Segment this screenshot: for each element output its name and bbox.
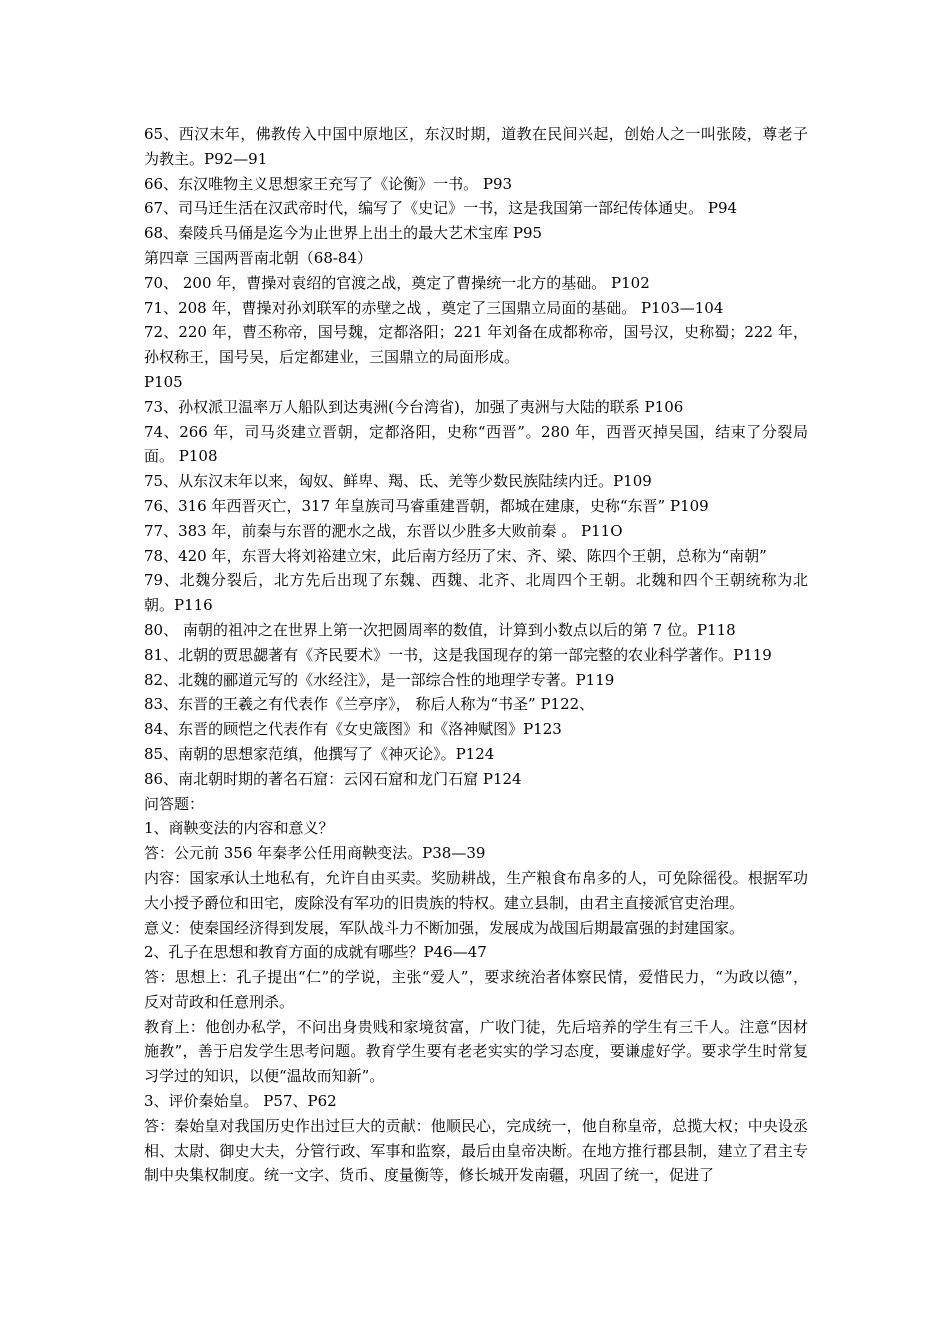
paragraph-71: 71、208 年，曹操对孙刘联军的赤壁之战 ，奠定了三国鼎立局面的基础。 P103—104 (144, 298, 724, 317)
document-page (144, 122, 808, 1188)
paragraph-72: 72、220 年，曹丕称帝，国号魏，定都洛阳；221 年刘备在成都称帝，国号汉，史称蜀；222 年，孙权称王，国号吴，后定都建业，三国鼎立的局面形成。 (144, 323, 808, 367)
paragraph-80: 80、 南朝的祖冲之在世界上第一次把圆周率的数值，计算到小数点以后的第 7 位。P118 (144, 620, 736, 639)
answer-2-education: 教育上：他创办私学，不问出身贵贱和家境贫富，广收门徒，先后培养的学生有三千人。注意“因材施教”，善于启发学生思考问题。教育学生要有老老实实的学习态度，要谦虚好学。要求学生时常复习学过的知识，以便“温故而知新”。 (144, 1017, 808, 1086)
answer-1-content: 内容：国家承认土地私有，允许自由买卖。奖励耕战，生产粮食布帛多的人，可免除徭役。根据军功大小授予爵位和田宅，废除没有军功的旧贵族的特权。建立县制，由君主直接派官吏治理。 (144, 868, 808, 912)
answer-1: 答：公元前 356 年秦孝公任用商鞅变法。P38—39 (144, 844, 486, 863)
answer-2-thought: 答：思想上：孔子提出“仁”的学说，主张“爱人”，要求统治者体察民情，爱惜民力，“为政以德”， 反对苛政和任意刑杀。 (144, 968, 808, 1011)
paragraph-65: 65、西汉末年，佛教传入中国中原地区，东汉时期，道教在民间兴起，创始人之一叫张陵，尊老子为教主。P92—91 (144, 125, 808, 168)
paragraph-81: 81、北朝的贾思勰著有《齐民要术》一书，这是我国现存的第一部完整的农业科学著作。P119 (144, 645, 772, 664)
paragraph-68: 68、秦陵兵马俑是迄今为止世界上出土的最大艺术宝库 P95 (144, 224, 543, 243)
paragraph-67: 67、司马迁生活在汉武帝时代，编写了《史记》一书，这是我国第一部纪传体通史。 P94 (144, 199, 738, 218)
qa-section-heading: 问答题： (144, 794, 205, 813)
paragraph-66: 66、东汉唯物主义思想家王充写了《论衡》一书。 P93 (144, 174, 513, 193)
paragraph-77: 77、383 年，前秦与东晋的淝水之战，东晋以少胜多大败前秦 。 P11O (144, 521, 623, 540)
paragraph-82: 82、北魏的郦道元写的《水经注》，是一部综合性的地理学专著。P119 (144, 670, 615, 689)
paragraph-78: 78、420 年，东晋大将刘裕建立宋，此后南方经历了宋、齐、梁、陈四个王朝，总称为“南朝” (144, 546, 767, 565)
answer-1-significance: 意义：使秦国经济得到发展，军队战斗力不断加强，发展成为战国后期最富强的封建国家。 (144, 918, 745, 937)
question-3: 3、评价秦始皇。 P57、P62 (144, 1092, 337, 1111)
paragraph-76: 76、316 年西晋灭亡，317 年皇族司马睿重建晋朝，都城在建康，史称“东晋” P109 (144, 496, 709, 515)
paragraph-85: 85、南朝的思想家范缜，他撰写了《神灭论》。P124 (144, 744, 495, 763)
paragraph-70: 70、 200 年，曹操对袁绍的官渡之战，奠定了曹操统一北方的基础。 P102 (144, 273, 650, 292)
paragraph-73: 73、孙权派卫温率万人船队到达夷洲(今台湾省)，加强了夷洲与大陆的联系 P106 (144, 397, 684, 416)
answer-3: 答：秦始皇对我国历史作出过巨大的贡献：他顺民心，完成统一，他自称皇帝，总揽大权；中央设丞相、太尉、御史大夫，分管行政、军事和监察，最后由皇帝决断。在地方推行郡县制，建立了君主专制中央集权制度。统一文字、货币、度量衡等，修长城开发南疆，巩固了统一，促进了 (144, 1116, 808, 1185)
paragraph-86: 86、南北朝时期的著名石窟：云冈石窟和龙门石窟 P124 (144, 769, 522, 788)
chapter-heading: 第四章 三国两晋南北朝（68-84） (144, 248, 373, 267)
paragraph-83: 83、东晋的王羲之有代表作《兰亭序》， 称后人称为“书圣” P122、 (144, 695, 595, 714)
paragraph-84: 84、东晋的顾恺之代表作有《女史箴图》和《洛神赋图》P123 (144, 720, 562, 739)
paragraph-74: 74、266 年，司马炎建立晋朝，定都洛阳，史称“西晋”。280 年，西晋灭掉吴国，结束了分裂局面。 P108 (144, 422, 808, 466)
question-1: 1、商鞅变法的内容和意义？ (144, 819, 334, 838)
paragraph-79: 79、北魏分裂后，北方先后出现了东魏、西魏、北齐、北周四个王朝。北魏和四个王朝统称为北朝。P116 (144, 571, 808, 615)
question-2: 2、孔子在思想和教育方面的成就有哪些？P46—47 (144, 943, 487, 962)
paragraph-72-page-ref: P105 (144, 372, 183, 391)
paragraph-75: 75、从东汉末年以来，匈奴、鲜卑、羯、氐、羌等少数民族陆续内迁。P109 (144, 472, 652, 491)
